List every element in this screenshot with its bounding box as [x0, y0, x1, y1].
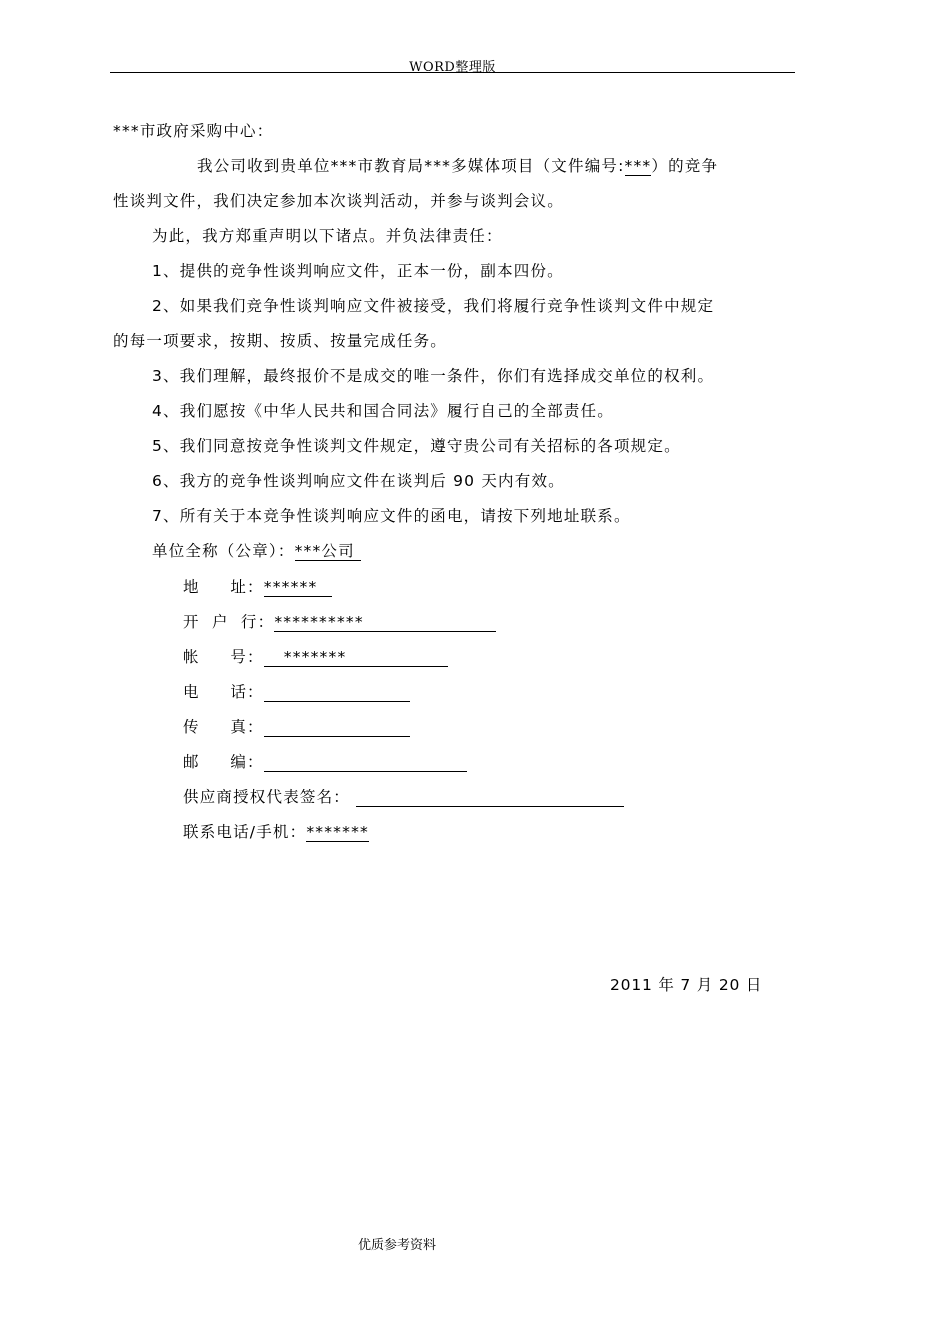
address-value: ******	[264, 578, 332, 597]
intro-text-a: 我公司收到贵单位***市教育局***多媒体项目（文件编号:	[197, 157, 625, 175]
page-footer: 优质参考资料	[358, 1238, 437, 1253]
declaration-line: 为此，我方郑重声明以下诸点。并负法律责任：	[152, 227, 503, 245]
item-6: 6、我方的竞争性谈判响应文件在谈判后 90 天内有效。	[152, 472, 565, 490]
intro-line-2: 性谈判文件，我们决定参加本次谈判活动，并参与谈判会议。	[113, 192, 564, 210]
item-2-line-2: 的每一项要求，按期、按质、按量完成任务。	[113, 332, 448, 350]
account-value	[264, 648, 448, 667]
item-3: 3、我们理解，最终报价不是成交的唯一条件，你们有选择成交单位的权利。	[152, 367, 715, 385]
bank-label: 开 户 行：	[183, 613, 275, 631]
file-number-value: ***	[624, 157, 652, 175]
company-value: ***公司	[295, 542, 361, 561]
item-7: 7、所有关于本竞争性谈判响应文件的函电，请按下列地址联系。	[152, 507, 631, 525]
company-label: 单位全称（公章）：	[152, 542, 295, 560]
signature-label: 供应商授权代表签名：	[183, 788, 351, 806]
address-row	[183, 577, 332, 597]
account-value-text: *******	[283, 648, 347, 666]
company-name-row	[152, 541, 361, 561]
postcode-label: 邮 编：	[183, 753, 264, 771]
mobile-value: *******	[306, 823, 369, 841]
phone-row	[183, 682, 410, 702]
bank-value: **********	[274, 613, 496, 632]
mobile-label: 联系电话/手机：	[183, 823, 307, 841]
address-label: 地 址：	[183, 578, 264, 596]
letter-date: 2011 年 7 月 20 日	[610, 976, 763, 994]
header-divider	[110, 72, 795, 73]
fax-label: 传 真：	[183, 718, 264, 736]
phone-label: 电 话：	[183, 683, 264, 701]
item-1: 1、提供的竞争性谈判响应文件，正本一份，副本四份。	[152, 262, 564, 280]
postcode-value	[264, 753, 467, 772]
intro-text-c: ）的竞争	[651, 157, 719, 175]
fax-value	[264, 718, 410, 737]
item-4: 4、我们愿按《中华人民共和国合同法》履行自己的全部责任。	[152, 402, 614, 420]
item-5: 5、我们同意按竞争性谈判文件规定，遵守贵公司有关招标的各项规定。	[152, 437, 681, 455]
bank-row	[183, 612, 496, 632]
intro-line-1	[197, 156, 718, 176]
account-label: 帐 号：	[183, 648, 264, 666]
signature-line	[356, 788, 624, 807]
phone-value	[264, 683, 410, 702]
account-row	[183, 647, 448, 667]
signature-row	[183, 787, 624, 807]
fax-row	[183, 717, 410, 737]
page-header: WORD整理版	[409, 60, 496, 75]
recipient-line: ***市政府采购中心：	[113, 122, 274, 140]
mobile-row	[183, 822, 369, 842]
item-2-line-1: 2、如果我们竞争性谈判响应文件被接受，我们将履行竞争性谈判文件中规定	[152, 297, 715, 315]
postcode-row	[183, 752, 467, 772]
